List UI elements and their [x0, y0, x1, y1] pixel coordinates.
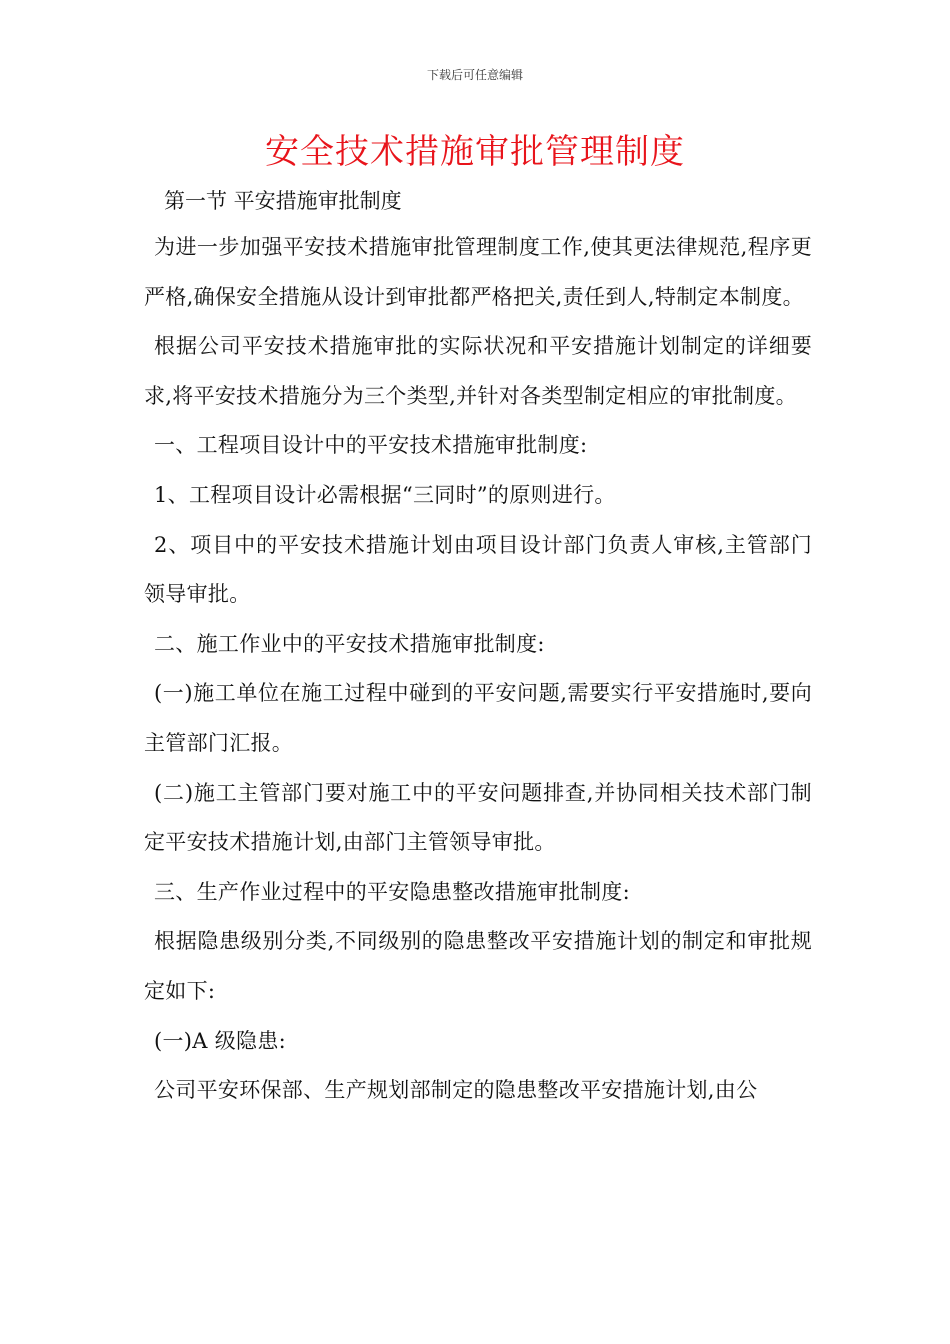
heading-a-level-hazard: (一)A 级隐患:	[154, 1028, 287, 1053]
paragraph-hazard-levels: 根据隐患级别分类,不同级别的隐患整改平安措施计划的制定和审批规定如下:	[144, 929, 812, 1003]
paragraph-item-2: 2、项目中的平安技术措施计划由项目设计部门负责人审核,主管部门领导审批。	[144, 532, 812, 607]
paragraph-construction-1: (一)施工单位在施工过程中碰到的平安问题,需要实行平安措施时,要向主管部门汇报。	[144, 681, 812, 755]
heading-construction: 二、施工作业中的平安技术措施审批制度:	[154, 631, 545, 656]
paragraph-classification: 根据公司平安技术措施审批的实际状况和平安措施计划制定的详细要求,将平安技术措施分为三个类型,并针对各类型制定相应的审批制度。	[144, 334, 812, 408]
heading-project-design: 一、工程项目设计中的平安技术措施审批制度:	[154, 433, 588, 458]
paragraph-intro: 为进一步加强平安技术措施审批管理制度工作,使其更法律规范,程序更严格,确保安全措施从设计到审批都严格把关,责任到人,特制定本制度。	[144, 235, 812, 309]
header-note: 下载后可任意编辑	[426, 68, 523, 82]
paragraph-construction-2: (二)施工主管部门要对施工中的平安问题排查,并协同相关技术部门制定平安技术措施计划,由部门主管领导审批。	[144, 780, 812, 855]
section-heading: 第一节 平安措施审批制度	[164, 189, 402, 213]
paragraph-item-1: 1、工程项目设计必需根据“三同时”的原则进行。	[154, 482, 616, 507]
document-title: 安全技术措施审批管理制度	[265, 132, 685, 172]
heading-production: 三、生产作业过程中的平安隐患整改措施审批制度:	[154, 879, 630, 904]
document-body	[144, 179, 812, 1116]
paragraph-a-level-plan: 公司平安环保部、生产规划部制定的隐患整改平安措施计划,由公	[154, 1078, 758, 1103]
